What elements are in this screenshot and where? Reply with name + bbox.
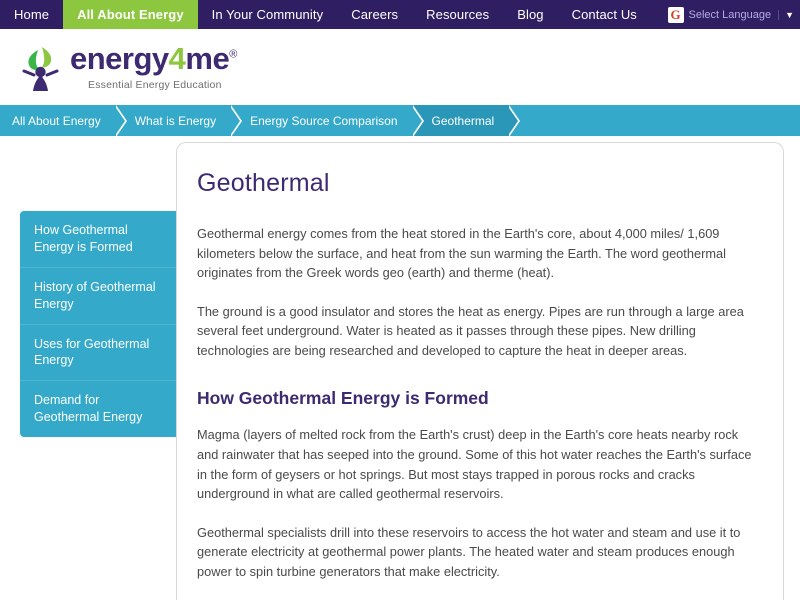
top-navigation-bar: [0, 0, 800, 29]
section-paragraph-2: Geothermal specialists drill into these reservoirs to access the hot water and steam and use it to generate electricity at geothermal power plants. The heated water and steam produces enough power to spin turbine generators that make electricity.: [197, 524, 741, 579]
page-title: Geothermal: [197, 169, 330, 197]
logo-title: [70, 43, 237, 74]
sidebar-item-demand-for-geothermal-energy[interactable]: Demand for Geothermal Energy: [34, 393, 143, 425]
registered-trademark-icon: ®: [229, 48, 237, 61]
breadcrumb: [0, 105, 800, 136]
sidebar-item-how-geothermal-energy-is-formed[interactable]: How Geothermal Energy is Formed: [20, 211, 176, 268]
sidebar-item-history-of-geothermal-energy[interactable]: History of Geothermal Energy: [20, 268, 176, 325]
logo-title-energy: energy: [70, 41, 169, 76]
logo-title-me: me: [185, 41, 230, 76]
google-translate-icon: G: [668, 7, 684, 23]
nav-item-home[interactable]: Home: [14, 7, 50, 22]
intro-paragraph-1: Geothermal energy comes from the heat stored in the Earth's core, about 4,000 miles/ 1,609 kilometers below the surface, and heat from the sun warming the Earth. The word geothermal originates from the Greek words geo (earth) and therme (heat).: [197, 226, 726, 281]
language-selector[interactable]: [668, 0, 800, 29]
logo-wordmark[interactable]: [70, 43, 237, 91]
nav-item-all-about-energy[interactable]: All About Energy: [63, 0, 198, 29]
section-paragraph-1: Magma (layers of melted rock from the Earth's crust) deep in the Earth's core heats nearby rock and rainwater that has seeped into the ground. Some of this hot water reaches the Earth's surface in the form of geysers or hot springs. But most stays trapped in porous rocks and cracks underground in what are called geothermal reservoirs.: [197, 427, 752, 502]
chevron-down-icon[interactable]: ▼: [778, 10, 794, 20]
logo-title-four: 4: [168, 41, 186, 76]
intro-paragraph-2: The ground is a good insulator and stores the heat as energy. Pipes are run through a large area several feet underground. Water is heated as it passes through these pipes. New drilling technologies are being researched and developed to capture the heat in deeper areas.: [197, 303, 744, 358]
logo-svg: [18, 41, 64, 93]
nav-item-careers[interactable]: Careers: [351, 7, 399, 22]
nav-item-contact-us[interactable]: Contact Us: [571, 7, 637, 22]
page-body: [0, 136, 800, 600]
nav-item-blog[interactable]: Blog: [517, 7, 544, 22]
energy4me-logo-icon[interactable]: [18, 41, 64, 93]
sidebar-item-uses-for-geothermal-energy[interactable]: Uses for Geothermal Energy: [20, 325, 176, 382]
breadcrumb-item-geothermal[interactable]: Geothermal: [414, 105, 511, 136]
section-sidebar-menu: [20, 211, 176, 437]
breadcrumb-item-energy-source-comparison[interactable]: Energy Source Comparison: [232, 105, 413, 136]
nav-item-resources[interactable]: Resources: [426, 7, 490, 22]
language-selector-label: Select Language: [688, 8, 772, 21]
site-header: [0, 29, 800, 105]
main-content-panel: [176, 142, 784, 600]
nav-spacer: [651, 0, 668, 29]
section-heading-how-geothermal-energy-is-formed: How Geothermal Energy is Formed: [197, 388, 489, 409]
logo-tagline: Essential Energy Education: [88, 79, 222, 91]
left-rail: [0, 136, 176, 600]
breadcrumb-item-what-is-energy[interactable]: What is Energy: [117, 105, 232, 136]
breadcrumb-item-all-about-energy[interactable]: All About Energy: [0, 105, 117, 136]
nav-item-in-your-community[interactable]: In Your Community: [211, 7, 324, 22]
